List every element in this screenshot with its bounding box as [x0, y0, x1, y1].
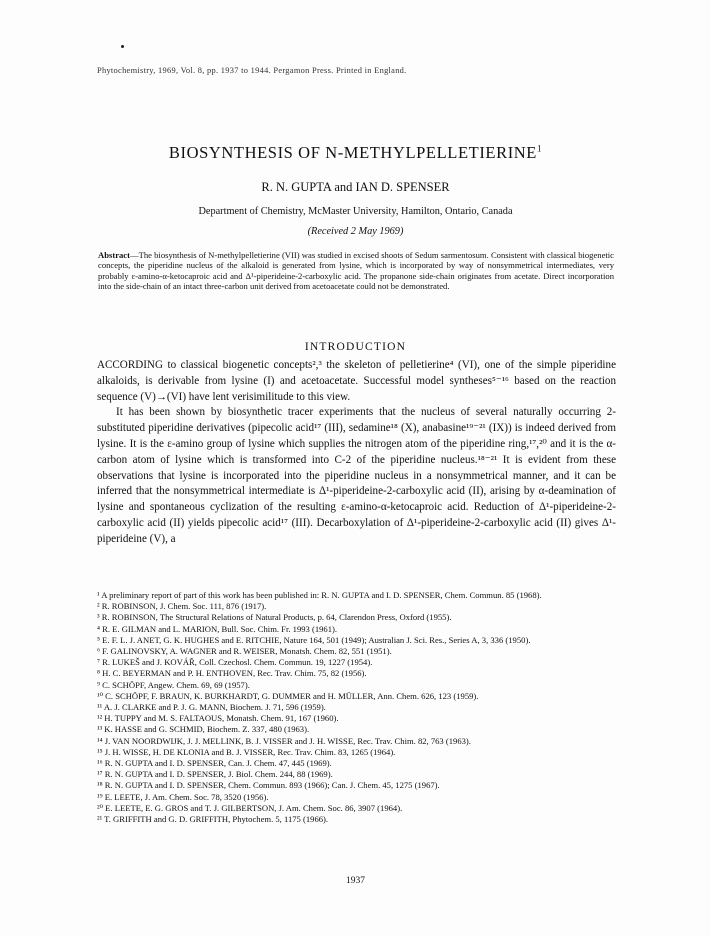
running-head: Phytochemistry, 1969, Vol. 8, pp. 1937 to 1944. Pergamon Press. Printed in England.	[97, 66, 407, 75]
footnote: ⁷ R. LUKEŠ and J. KOVÁŘ, Coll. Czechosl. Chem. Commun. 19, 1227 (1954).	[97, 657, 373, 668]
title-text: BIOSYNTHESIS OF N-METHYLPELLETIERINE	[168, 143, 537, 162]
footnote: ⁵ E. F. L. J. ANET, G. K. HUGHES and E. RITCHIE, Nature 164, 501 (1949); Australian J. Sci. Res., Series A, 3, 336 (1950).	[97, 634, 531, 645]
footnotes	[97, 590, 616, 825]
abstract-text: —The biosynthesis of N-methylpelletierine (VII) was studied in excised shoots of Sedum sarmentosum. Consistent with classical biogenetic concepts, the piperidine nucleus of the alkaloid is generated from lysine, which is incorporated by way of nonsymmetrical intermediates, very probably ε-amino-α-ketocaproic acid and Δ¹-piperideine-2-carboxylic acid. The propanone side-chain originates from acetate. Direct incorporation into the side-chain of an intact three-carbon unit derived from acetoacetate could not be demonstrated.	[98, 250, 614, 292]
abstract	[98, 250, 614, 292]
footnote: ²¹ T. GRIFFITH and G. D. GRIFFITH, Phytochem. 5, 1175 (1966).	[97, 814, 329, 825]
footnote: ¹³ K. HASSE and G. SCHMID, Biochem. Z. 337, 480 (1963).	[97, 724, 310, 735]
footnote: ¹⁵ J. H. WISSE, H. DE KLONIA and B. J. VISSER, Rec. Trav. Chim. 83, 1265 (1964).	[97, 746, 396, 757]
footnote: ³ R. ROBINSON, The Structural Relations of Natural Products, p. 64, Clarendon Press, Oxford (1955).	[97, 612, 452, 623]
title-footnote-mark: 1	[536, 143, 543, 154]
footnote: ⁶ F. GALINOVSKY, A. WAGNER and R. WEISER, Monatsh. Chem. 82, 551 (1951).	[97, 646, 392, 657]
footnote: ¹² H. TUPPY and M. S. FALTAOUS, Monatsh. Chem. 91, 167 (1960).	[97, 713, 339, 724]
footnote: ¹ A preliminary report of part of this work has been published in: R. N. GUPTA and I. D. SPENSER, Chem. Commun. 85 (1968).	[97, 590, 542, 600]
paragraph: ACCORDING to classical biogenetic concepts²,³ the skeleton of pelletierine⁴ (VI), one of the simple piperidine alkaloids, is derivable from lysine (I) and acetoacetate. Successful model syntheses⁵⁻¹⁶ based on the reaction sequence (V)→(VI) have lent verisimilitude to this view.	[97, 359, 616, 403]
page-number: 1937	[346, 876, 365, 886]
footnote: ¹⁴ J. VAN NOORDWIJK, J. J. MELLINK, B. J. VISSER and J. H. WISSE, Rec. Trav. Chim. 82, 763 (1963).	[97, 735, 471, 746]
body-text	[97, 358, 616, 548]
affiliation: Department of Chemistry, McMaster University, Hamilton, Ontario, Canada	[198, 206, 513, 217]
abstract-label: Abstract	[98, 250, 130, 260]
footnote: ¹⁰ C. SCHÖPF, F. BRAUN, K. BURKHARDT, G. DUMMER and H. MÜLLER, Ann. Chem. 626, 123 (1959).	[97, 690, 479, 701]
footnote: ⁴ R. E. GILMAN and L. MARION, Bull. Soc. Chim. Fr. 1993 (1961).	[97, 623, 338, 634]
footnote: ¹⁶ R. N. GUPTA and I. D. SPENSER, Can. J. Chem. 47, 445 (1969).	[97, 758, 332, 769]
footnote: ¹⁷ R. N. GUPTA and I. D. SPENSER, J. Biol. Chem. 244, 88 (1969).	[97, 769, 333, 780]
footnote: ⁹ C. SCHÖPF, Angew. Chem. 69, 69 (1957).	[97, 679, 250, 690]
received-date: (Received 2 May 1969)	[307, 226, 404, 237]
article-title	[0, 143, 711, 163]
section-heading: INTRODUCTION	[304, 341, 407, 353]
footnote: ¹⁸ R. N. GUPTA and I. D. SPENSER, Chem. Commun. 893 (1966); Can. J. Chem. 45, 1275 (1967).	[97, 780, 440, 791]
footnote: ² R. ROBINSON, J. Chem. Soc. 111, 876 (1917).	[97, 601, 267, 612]
footnote: ¹¹ A. J. CLARKE and P. J. G. MANN, Biochem. J. 71, 596 (1959).	[97, 702, 326, 713]
footnote: ⁸ H. C. BEYERMAN and P. H. ENTHOVEN, Rec. Trav. Chim. 75, 82 (1956).	[97, 668, 367, 679]
footnote: ¹⁹ E. LEETE, J. Am. Chem. Soc. 78, 3520 (1956).	[97, 791, 269, 802]
speck-mark	[121, 45, 124, 48]
paragraph: It has been shown by biosynthetic tracer experiments that the nucleus of several naturally occurring 2-substituted piperidine derivatives (pipecolic acid¹⁷ (III), sedamine¹⁸ (X), anabasine¹⁹⁻²¹ (IX)) is indeed derived from lysine. It is the ε-amino group of lysine which supplies the nitrogen atom of the piperidine ring,¹⁷,²⁰ and it is the α-carbon atom of lysine which is transformed into C-2 of the piperidine nucleus.¹⁸⁻²¹ It is evident from these observations that lysine is incorporated into the piperidine nucleus in a nonsymmetrical manner, and it can be inferred that the nonsymmetrical intermediate is Δ¹-piperideine-2-carboxylic acid (II), arising by α-deamination of lysine and spontaneous cyclization of the resulting ε-amino-α-ketocaproic acid. Reduction of Δ¹-piperideine-2-carboxylic acid (II) yields pipecolic acid¹⁷ (III). Decarboxylation of Δ¹-piperideine-2-carboxylic acid (II) gives Δ¹-piperideine (V), a	[97, 406, 616, 545]
authors: R. N. GUPTA and IAN D. SPENSER	[261, 180, 450, 194]
footnote: ²⁰ E. LEETE, E. G. GROS and T. J. GILBERTSON, J. Am. Chem. Soc. 86, 3907 (1964).	[97, 802, 403, 813]
